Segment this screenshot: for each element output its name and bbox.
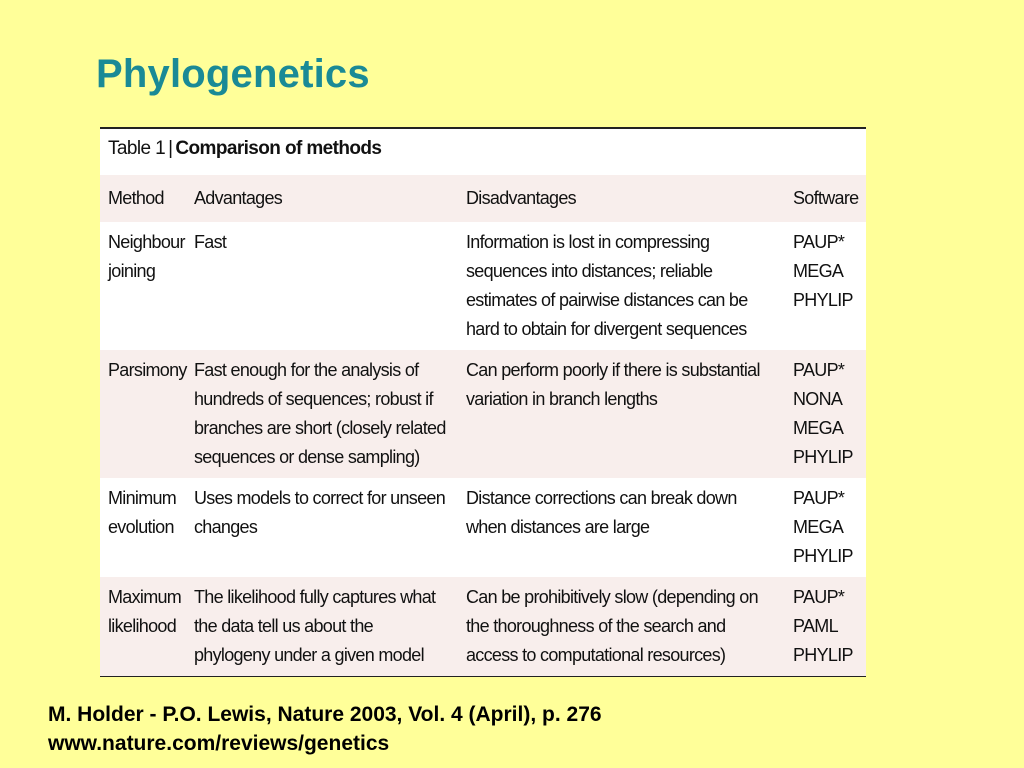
cell-disadvantages: Distance corrections can break down when distances are large (458, 478, 785, 577)
table-caption (108, 138, 381, 160)
cell-advantages: Fast (186, 222, 458, 350)
cell-advantages: The likelihood fully captures what the data tell us about the phylogeny under a given model (186, 577, 458, 676)
cell-software: PAUP* MEGA PHYLIP (785, 222, 866, 350)
cell-method: Neighbour joining (100, 222, 186, 350)
cell-disadvantages: Information is lost in compressing sequences into distances; reliable estimates of pairwise distances can be hard to obtain for divergent sequences (458, 222, 785, 350)
methods-table (100, 175, 866, 676)
table-row (100, 577, 866, 676)
cell-advantages: Uses models to correct for unseen changes (186, 478, 458, 577)
table-caption-title: Comparison of methods (175, 138, 382, 159)
cell-software: PAUP* PAML PHYLIP (785, 577, 866, 676)
cell-advantages: Fast enough for the analysis of hundreds of sequences; robust if branches are short (closely related sequences or dense sampling) (186, 350, 458, 478)
slide-title: Phylogenetics (96, 52, 370, 96)
cell-disadvantages: Can be prohibitively slow (depending on the thoroughness of the search and access to computational resources) (458, 577, 785, 676)
cell-software: PAUP* NONA MEGA PHYLIP (785, 350, 866, 478)
citation-footer (48, 700, 602, 758)
citation-url: www.nature.com/reviews/genetics (48, 732, 390, 755)
header-software: Software (785, 175, 866, 222)
cell-method: Minimum evolution (100, 478, 186, 577)
cell-disadvantages: Can perform poorly if there is substantial variation in branch lengths (458, 350, 785, 478)
table-row (100, 350, 866, 478)
cell-method: Maximum likelihood (100, 577, 186, 676)
table-header-row (100, 175, 866, 222)
header-method: Method (100, 175, 186, 222)
caption-separator: | (168, 138, 173, 159)
cell-method: Parsimony (100, 350, 186, 478)
table-row (100, 222, 866, 350)
table-caption-prefix: Table 1 (108, 138, 166, 159)
cell-software: PAUP* MEGA PHYLIP (785, 478, 866, 577)
citation-text: M. Holder - P.O. Lewis, Nature 2003, Vol. 4 (April), p. 276 (48, 703, 602, 726)
header-advantages: Advantages (186, 175, 458, 222)
table-row (100, 478, 866, 577)
header-disadvantages: Disadvantages (458, 175, 785, 222)
comparison-table (100, 127, 866, 677)
